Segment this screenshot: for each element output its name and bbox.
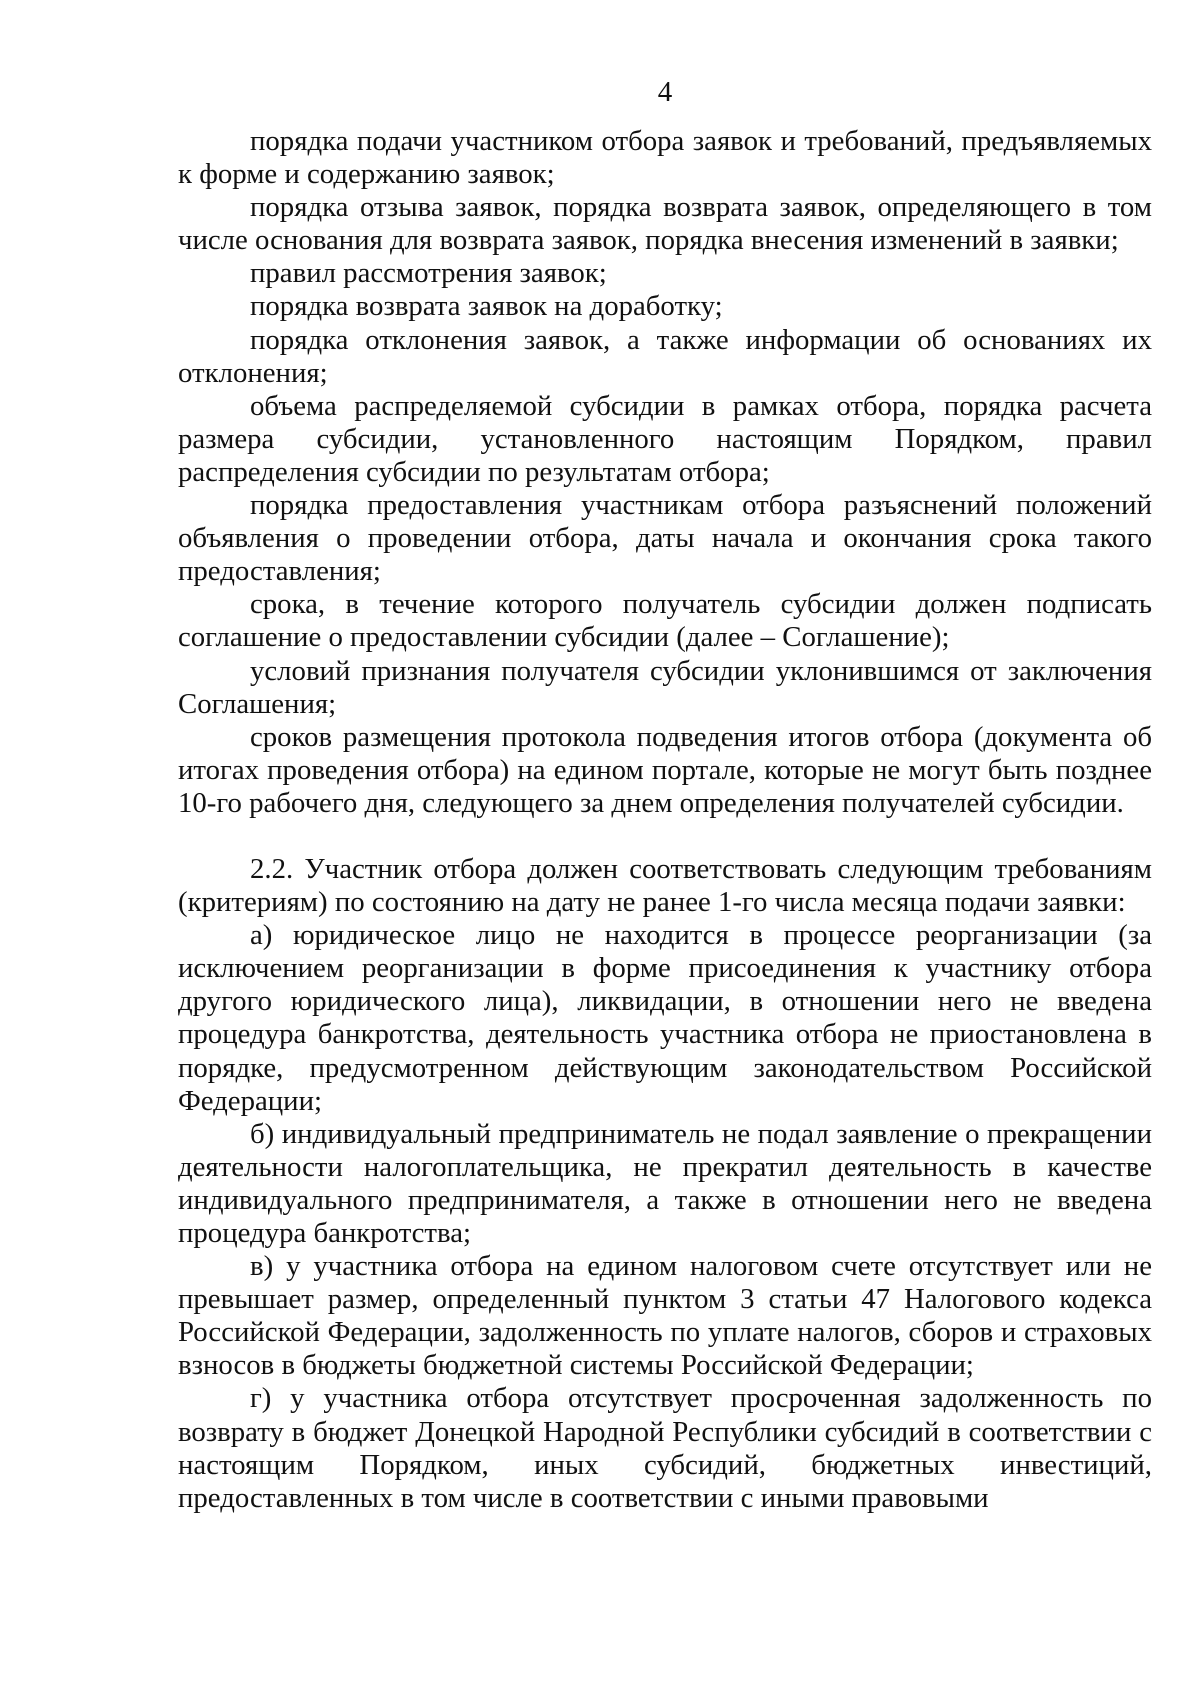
paragraph: порядка отзыва заявок, порядка возврата заявок, определяющего в том числе основания для возврата заявок, порядка внесения изменений в заявки;: [178, 191, 1152, 257]
paragraph: сроков размещения протокола подведения итогов отбора (документа об итогах проведения отбора) на едином портале, которые не могут быть позднее 10-го рабочего дня, следующего за днем определения получателей субсидии.: [178, 720, 1152, 819]
paragraph: правил рассмотрения заявок;: [250, 257, 607, 290]
requirement-item-b: б) индивидуальный предприниматель не подал заявление о прекращении деятельности налогоплательщика, не прекратил деятельность в качестве индивидуального предпринимателя, а также в отношении него не введена процедура банкротства;: [178, 1117, 1152, 1249]
paragraph: порядка возврата заявок на доработку;: [250, 290, 723, 323]
section-2-2-intro: 2.2. Участник отбора должен соответствовать следующим требованиям (критериям) по состоянию на дату не ранее 1-го числа месяца подачи заявки:: [178, 852, 1152, 919]
requirement-item-g: г) у участника отбора отсутствует просроченная задолженность по возврату в бюджет Донецкой Народной Республики субсидий в соответствии с настоящим Порядком, иных субсидий, бюджетных инвестиций, предоставленных в том числе в соответствии с иными правовыми: [178, 1382, 1152, 1514]
paragraph: порядка подачи участником отбора заявок и требований, предъявляемых к форме и содержанию заявок;: [178, 125, 1152, 191]
document-body: [178, 125, 1152, 1515]
section-spacer: [178, 820, 1152, 853]
paragraph: порядка предоставления участникам отбора разъяснений положений объявления о проведении отбора, даты начала и окончания срока такого предоставления;: [178, 489, 1152, 588]
page-number: 4: [657, 76, 673, 108]
paragraph: порядка отклонения заявок, а также информации об основаниях их отклонения;: [178, 323, 1152, 389]
requirement-item-v: в) у участника отбора на едином налоговом счете отсутствует или не превышает размер, определенный пунктом 3 статьи 47 Налогового кодекса Российской Федерации, задолженность по уплате налогов, сборов и страховых взносов в бюджеты бюджетной системы Российской Федерации;: [178, 1250, 1152, 1382]
paragraph: объема распределяемой субсидии в рамках отбора, порядка расчета размера субсидии, установленного настоящим Порядком, правил распределения субсидии по результатам отбора;: [178, 389, 1152, 488]
requirement-item-a: а) юридическое лицо не находится в процессе реорганизации (за исключением реорганизации в форме присоединения к участнику отбора другого юридического лица), ликвидации, в отношении него не введена процедура банкротства, деятельность участника отбора не приостановлена в порядке, предусмотренном действующим законодательством Российской Федерации;: [178, 919, 1152, 1117]
paragraph: условий признания получателя субсидии уклонившимся от заключения Соглашения;: [178, 654, 1152, 720]
paragraph: срока, в течение которого получатель субсидии должен подписать соглашение о предоставлении субсидии (далее – Соглашение);: [178, 588, 1152, 654]
